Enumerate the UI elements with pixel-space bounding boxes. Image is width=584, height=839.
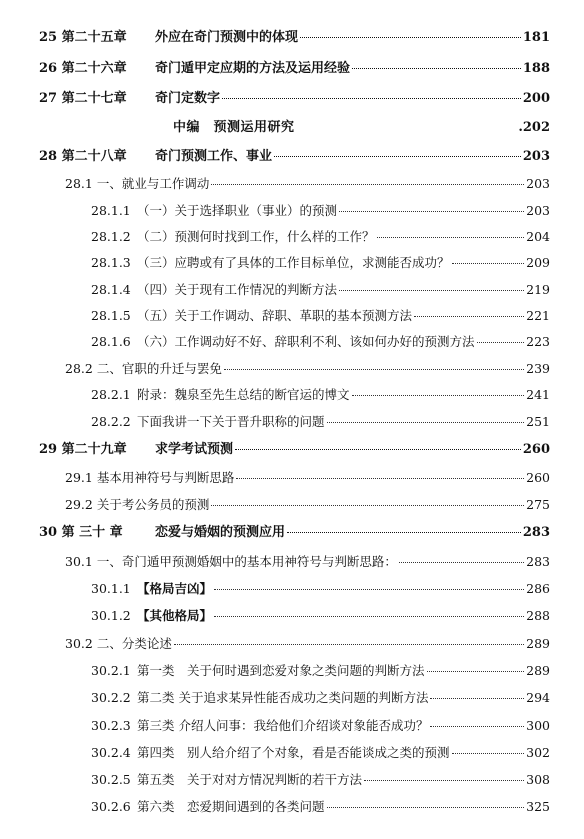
dot-leader xyxy=(224,369,524,370)
subsection-title: （二）预测何时找到工作，什么样的工作？ xyxy=(137,229,375,244)
dot-leader xyxy=(211,505,524,506)
chapter-number: 26 第二十六章 xyxy=(39,61,127,76)
section-number: 28.2 xyxy=(65,361,93,376)
toc-sub-28-2-2[interactable] xyxy=(91,416,550,429)
dot-leader xyxy=(211,184,524,185)
subsection-title: （三）应聘或有了具体的工作目标单位，求测能否成功？ xyxy=(137,255,450,270)
subsection-number: 30.2.4 xyxy=(91,745,131,760)
toc-section-28-2[interactable] xyxy=(65,363,550,376)
dot-leader xyxy=(327,807,525,808)
subsection-number: 28.1.3 xyxy=(91,255,131,270)
toc-sub-30-2-6[interactable] xyxy=(91,801,550,814)
page-number: 275 xyxy=(526,497,550,512)
toc-section-29-2[interactable] xyxy=(65,499,550,512)
chapter-title: 恋爱与婚姻的预测应用 xyxy=(155,525,286,540)
section-number: 29.2 xyxy=(65,497,93,512)
page-number: 260 xyxy=(526,470,550,485)
page-number: 289 xyxy=(526,663,550,678)
chapter-number: 28 第二十八章 xyxy=(39,149,127,164)
subsection-title: （一）关于选择职业（事业）的预测 xyxy=(137,203,338,218)
page-number: 203 xyxy=(522,149,550,164)
page-number: 223 xyxy=(526,334,550,349)
dot-leader xyxy=(214,616,524,617)
chapter-title: 奇门遁甲定应期的方法及运用经验 xyxy=(155,61,351,76)
page-number: 209 xyxy=(526,255,550,270)
subsection-title: 第一类 关于何时遇到恋爱对象之类问题的判断方法 xyxy=(137,663,425,678)
subsection-title: 第六类 恋爱期间遇到的各类问题 xyxy=(137,799,325,814)
subsection-title: （六）工作调动好不好、辞职利不利、该如何办好的预测方法 xyxy=(137,334,475,349)
dot-leader xyxy=(352,395,525,396)
toc-section-28-1[interactable] xyxy=(65,178,550,191)
chapter-title: 外应在奇门预测中的体现 xyxy=(155,30,299,45)
dot-leader xyxy=(414,316,524,317)
subsection-title: （四）关于现有工作情况的判断方法 xyxy=(137,282,338,297)
page-number: 260 xyxy=(522,442,550,457)
part-title: 中编 预测运用研究 xyxy=(173,120,295,135)
section-title: 二、官职的升迁与罢免 xyxy=(96,361,222,376)
toc-section-29-1[interactable] xyxy=(65,472,550,485)
chapter-number: 29 第二十九章 xyxy=(39,442,127,457)
subsection-title: 【其他格局】 xyxy=(137,608,213,623)
chapter-number: 30 第 三十 章 xyxy=(39,525,123,540)
section-title: 关于考公务员的预测 xyxy=(96,497,210,512)
dot-leader xyxy=(214,589,524,590)
subsection-title: 第三类 介绍人问事：我给他们介绍谈对象能否成功？ xyxy=(137,718,429,733)
subsection-title: 第五类 关于对对方情况判断的若干方法 xyxy=(137,772,363,787)
toc-sub-30-2-2[interactable] xyxy=(91,692,550,705)
dot-leader xyxy=(364,780,524,781)
toc-part-heading[interactable] xyxy=(173,121,550,134)
subsection-number: 28.2.1 xyxy=(91,387,131,402)
section-title: 二、分类论述 xyxy=(96,636,172,651)
page-number: 181 xyxy=(522,30,550,45)
dot-leader xyxy=(477,342,525,343)
page-number: 203 xyxy=(526,203,550,218)
toc-sub-28-2-1[interactable] xyxy=(91,389,550,402)
toc-section-30-2[interactable] xyxy=(65,638,550,651)
section-title: 一、就业与工作调动 xyxy=(96,176,210,191)
toc-sub-28-1-4[interactable] xyxy=(91,284,550,297)
dot-leader xyxy=(430,726,524,727)
dot-leader xyxy=(430,698,524,699)
subsection-title: 下面我讲一下关于晋升职称的问题 xyxy=(137,414,325,429)
toc-sub-30-2-1[interactable] xyxy=(91,665,550,678)
subsection-number: 28.1.6 xyxy=(91,334,131,349)
page-number: 286 xyxy=(526,581,550,596)
section-number: 30.1 xyxy=(65,554,93,569)
subsection-number: 30.1.2 xyxy=(91,608,131,623)
chapter-number: 25 第二十五章 xyxy=(39,30,127,45)
dot-leader xyxy=(222,98,521,99)
subsection-number: 28.1.5 xyxy=(91,308,131,323)
subsection-number: 28.1.1 xyxy=(91,203,131,218)
toc-sub-28-1-3[interactable] xyxy=(91,257,550,270)
page-number: 325 xyxy=(526,799,550,814)
toc-section-30-1[interactable] xyxy=(65,556,550,569)
toc-chapter-29[interactable] xyxy=(39,443,550,456)
page-number: 204 xyxy=(526,229,550,244)
subsection-number: 30.2.1 xyxy=(91,663,131,678)
page-number: 300 xyxy=(526,718,550,733)
dot-leader xyxy=(452,263,525,264)
subsection-number: 28.1.2 xyxy=(91,229,131,244)
subsection-number: 28.1.4 xyxy=(91,282,131,297)
dot-leader xyxy=(274,156,521,157)
section-number: 28.1 xyxy=(65,176,93,191)
section-title: 基本用神符号与判断思路 xyxy=(96,470,235,485)
dot-leader xyxy=(287,532,521,533)
subsection-number: 30.2.2 xyxy=(91,690,131,705)
dot-leader xyxy=(399,562,524,563)
dot-leader xyxy=(236,478,524,479)
toc-sub-30-2-5[interactable] xyxy=(91,774,550,787)
toc-sub-30-1-1[interactable] xyxy=(91,583,550,596)
toc-chapter-26[interactable] xyxy=(39,62,550,75)
dot-leader xyxy=(174,644,524,645)
page-number: 219 xyxy=(526,282,550,297)
page-number: 283 xyxy=(522,525,550,540)
toc-sub-28-1-6[interactable] xyxy=(91,336,550,349)
dot-leader xyxy=(352,68,521,69)
chapter-title: 奇门预测工作、事业 xyxy=(155,149,273,164)
dot-leader xyxy=(339,211,524,212)
subsection-number: 30.2.5 xyxy=(91,772,131,787)
subsection-title: （五）关于工作调动、辞职、革职的基本预测方法 xyxy=(137,308,413,323)
chapter-title: 奇门定数字 xyxy=(155,91,221,106)
dot-leader xyxy=(427,671,525,672)
page-number: 289 xyxy=(526,636,550,651)
toc-chapter-27[interactable] xyxy=(39,92,550,105)
page-number: 203 xyxy=(526,176,550,191)
toc-sub-30-2-3[interactable] xyxy=(91,720,550,733)
dot-leader xyxy=(377,237,525,238)
page-number: 239 xyxy=(526,361,550,376)
page-number: .202 xyxy=(518,120,550,135)
subsection-title: 【格局吉凶】 xyxy=(137,581,213,596)
toc-sub-30-2-4[interactable] xyxy=(91,747,550,760)
section-title: 一、奇门遁甲预测婚姻中的基本用神符号与判断思路： xyxy=(96,554,397,569)
page-number: 283 xyxy=(526,554,550,569)
dot-leader xyxy=(235,449,521,450)
page-number: 302 xyxy=(526,745,550,760)
toc-sub-30-1-2[interactable] xyxy=(91,610,550,623)
page-number: 288 xyxy=(526,608,550,623)
dot-leader xyxy=(300,37,521,38)
page-number: 251 xyxy=(526,414,550,429)
page-number: 188 xyxy=(522,61,550,76)
section-number: 30.2 xyxy=(65,636,93,651)
subsection-number: 30.2.3 xyxy=(91,718,131,733)
subsection-number: 30.2.6 xyxy=(91,799,131,814)
section-number: 29.1 xyxy=(65,470,93,485)
toc-sub-28-1-1[interactable] xyxy=(91,205,550,218)
chapter-number: 27 第二十七章 xyxy=(39,91,127,106)
dot-leader xyxy=(327,422,525,423)
subsection-number: 28.2.2 xyxy=(91,414,131,429)
page-number: 221 xyxy=(526,308,550,323)
dot-leader xyxy=(339,290,524,291)
subsection-title: 附录：魏泉至先生总结的断官运的博文 xyxy=(137,387,350,402)
toc-sub-28-1-5[interactable] xyxy=(91,310,550,323)
page-number: 200 xyxy=(522,91,550,106)
toc-chapter-28[interactable] xyxy=(39,150,550,163)
toc-sub-28-1-2[interactable] xyxy=(91,231,550,244)
page-number: 241 xyxy=(526,387,550,402)
subsection-title: 第二类 关于追求某异性能否成功之类问题的判断方法 xyxy=(137,690,429,705)
subsection-title: 第四类 别人给介绍了个对象，看是否能谈成之类的预测 xyxy=(137,745,450,760)
toc-chapter-25[interactable] xyxy=(39,31,550,44)
page-number: 308 xyxy=(526,772,550,787)
dot-leader xyxy=(452,753,525,754)
toc-chapter-30[interactable] xyxy=(39,526,550,539)
chapter-title: 求学考试预测 xyxy=(155,442,234,457)
subsection-number: 30.1.1 xyxy=(91,581,131,596)
page-number: 294 xyxy=(526,690,550,705)
